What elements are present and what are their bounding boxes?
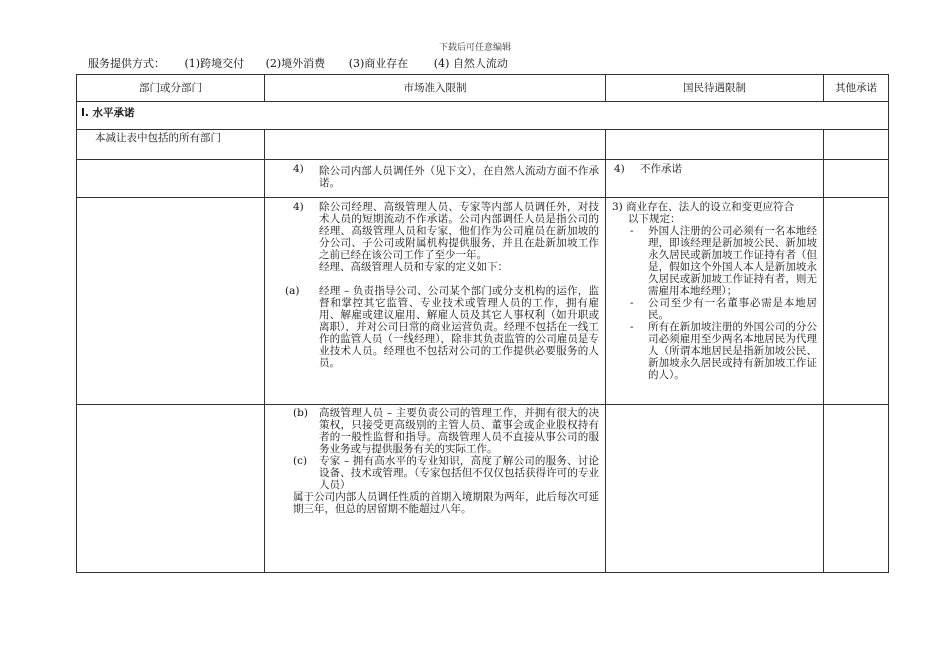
list-item-text: 公司至少有一名董事必需是本地居民。 — [648, 297, 817, 321]
commitments-table — [76, 74, 889, 573]
header-other-commitments: 其他承诺 — [824, 75, 889, 102]
header-sector: 部门或分部门 — [77, 75, 265, 102]
item-text: 不作承诺 — [640, 163, 682, 175]
list-item-text: 外国人注册的公司必须有一名本地经理，即该经理是新加坡公民、新加坡永久居民或新加坡工作证持有者（但是，假如这个外国人本人是新加坡永久居民或新加坡工作证持有者，则无需雇用本地经理）； — [648, 225, 817, 297]
header-national-treatment: 国民待遇限制 — [606, 75, 824, 102]
national-treatment-cell — [606, 160, 824, 198]
table-row — [77, 160, 889, 198]
mode-commercial-presence: (3)商业存在 — [348, 57, 409, 70]
item-number: (c) — [293, 455, 308, 467]
empty-cell — [77, 198, 265, 405]
market-access-cell — [265, 198, 606, 405]
dash-marker: - — [630, 225, 634, 237]
empty-cell — [606, 130, 824, 160]
dash-marker: - — [630, 321, 634, 333]
empty-cell — [606, 405, 824, 573]
mode-consumption-abroad: (2)境外消费 — [265, 57, 326, 70]
item-number: 4) — [614, 163, 625, 175]
list-item — [612, 321, 817, 381]
list-item — [612, 225, 817, 297]
market-access-cell — [265, 160, 606, 198]
mode-cross-border: (1)跨境交付 — [184, 57, 245, 70]
item-number: (b) — [293, 407, 308, 419]
item-text: 专家 – 拥有高水平的专业知识，高度了解公司的服务、讨论设备、技术或管理。（专家包括但不仅仅包括获得许可的专业人员） — [319, 455, 599, 491]
market-access-cell — [265, 405, 606, 573]
item-text: 除公司经理、高级管理人员、专家等内部人员调任外，对技术人员的短期流动不作承诺。公司内部调任人员是指公司的经理、高级管理人员和专家，他们作为公司雇员在新加坡的分公司、子公司或附属机构提供服务，并且在赴新加坡工作之前已经在该公司工作了至少一年。 — [319, 201, 599, 261]
definition-intro: 经理、高级管理人员和专家的定义如下： — [319, 261, 508, 273]
item-number: 4) — [293, 201, 304, 213]
section-title: I. 水平承诺 — [77, 102, 889, 130]
empty-cell — [265, 130, 606, 160]
item-text: 经理 – 负责指导公司、公司某个部门或分支机构的运作，监督和掌控其它监管、专业技术或管理人员的工作，拥有雇用、解雇或建议雇用、解雇人员及其它人事权利（如升职或离职），并对公司日常的商业运营负责。经理不包括在一线工作的监管人员（一线经理），除非其负责监管的公司雇员是专业技术人员。经理也不包括对公司的工作提供必要服务的人员。 — [319, 285, 599, 369]
empty-cell — [77, 405, 265, 573]
nt-lead: 3) 商业存在、法人的设立和变更应符合 — [612, 201, 795, 213]
item-text: 高级管理人员 – 主要负责公司的管理工作，并拥有很大的决策权，只接受更高级别的主管人员、董事会或企业股权持有者的一般性监督和指导。高级管理人员不直接从事公司的服务业务或与提供服务有关的实际工作。 — [319, 407, 599, 455]
top-note: 下载后可任意编辑 — [438, 43, 511, 53]
service-modes — [88, 55, 508, 71]
item-text: 除公司内部人员调任外（见下文），在自然人流动方面不作承诺。 — [319, 165, 599, 189]
item-number: 4) — [293, 163, 304, 175]
item-number: (a) — [285, 285, 300, 297]
list-item-text: 所有在新加坡注册的外国公司的分公司必须雇用至少两名本地居民为代理人（所谓本地居民是指新加坡公民、新加坡永久居民或持有新加坡工作证的人）。 — [648, 321, 817, 381]
stay-duration-text: 属于公司内部人员调任性质的首期入境期限为两年，此后每次可延期三年，但总的居留期不能超过八年。 — [293, 491, 599, 515]
service-modes-label: 服务提供方式： — [88, 57, 165, 70]
empty-cell — [824, 198, 889, 405]
all-sectors-cell: 本减让表中包括的所有部门 — [77, 130, 265, 160]
mode-natural-persons: (4) 自然人流动 — [433, 57, 508, 70]
header-market-access: 市场准入限制 — [265, 75, 606, 102]
table-header-row — [77, 75, 889, 102]
table-row — [77, 405, 889, 573]
national-treatment-cell — [606, 198, 824, 405]
nt-lead-cont: 以下规定： — [628, 213, 681, 225]
table-row — [77, 130, 889, 160]
empty-cell — [824, 405, 889, 573]
dash-marker: - — [630, 297, 634, 309]
empty-cell — [824, 130, 889, 160]
empty-cell — [77, 160, 265, 198]
empty-cell — [824, 160, 889, 198]
table-row — [77, 198, 889, 405]
section-row — [77, 102, 889, 130]
list-item — [612, 297, 817, 321]
